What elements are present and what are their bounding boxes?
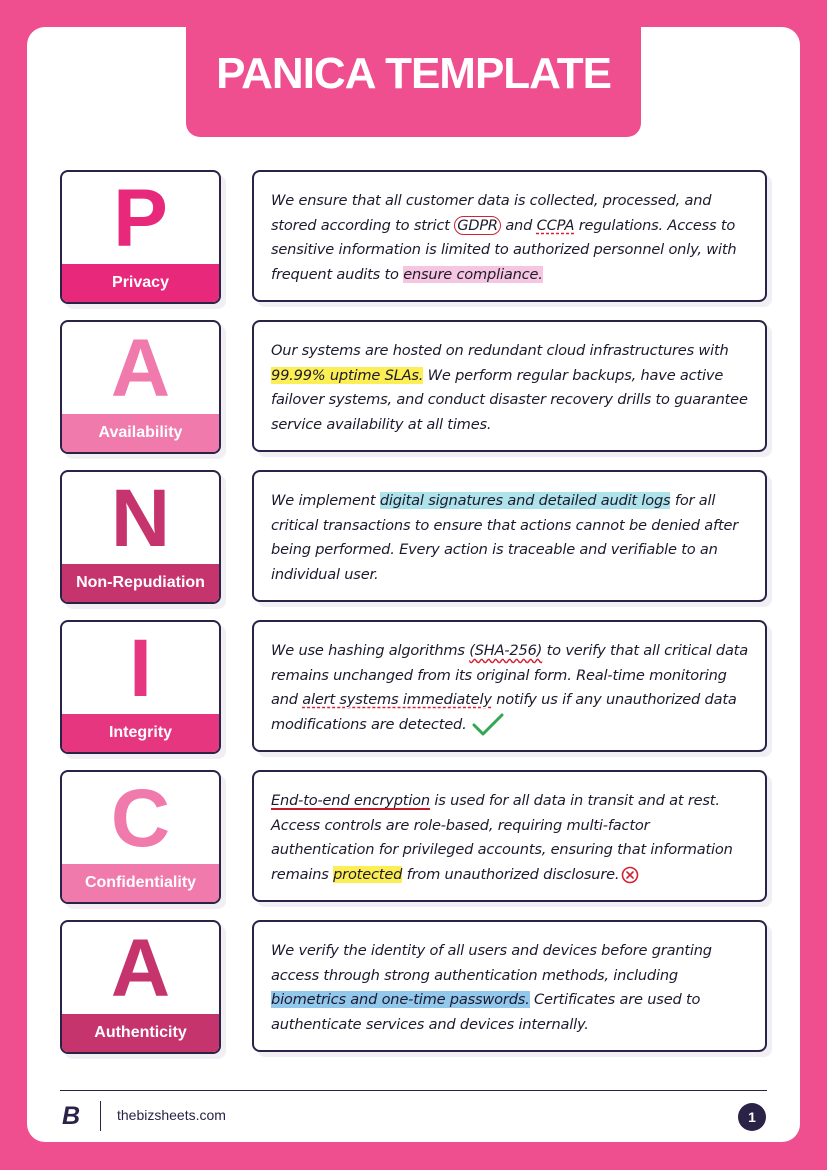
description-integrity: We use hashing algorithms (SHA-256) to verify that all critical data remains unchanged from its original form. Real-time monitoring and alert systems immediately notify us if any unauthorized data modifications are detected. [271, 639, 756, 737]
row-availability [60, 320, 767, 452]
letter-box-authenticity [60, 920, 221, 1054]
letter-box-confidentiality [60, 770, 221, 904]
letter-box-privacy [60, 170, 221, 304]
row-authenticity [60, 920, 767, 1052]
x-circle-icon [621, 866, 639, 884]
description-confidentiality: End-to-end encryption is used for all data in transit and at rest. Access controls are role-based, requiring multi-factor authentication for privileged accounts, ensuring that information remains protected from unauthorized disclosure. [271, 792, 733, 883]
footer-separator [100, 1101, 101, 1131]
biometrics-highlight: biometrics and one-time passwords. [271, 991, 530, 1008]
letter-box-availability [60, 320, 221, 454]
letter-c: C [110, 773, 171, 864]
letter-a: A [110, 323, 171, 414]
description-privacy: We ensure that all customer data is collected, processed, and stored according to strict GDPR and CCPA regulations. Access to sensitive information is limited to authorized personnel only, with frequent audits to ensure compliance. [271, 192, 737, 283]
description-authenticity: We verify the identity of all users and devices before granting access through strong authentication methods, including biometrics and one-time passwords. Certificates are used to authenticate services and devices internally. [271, 942, 712, 1033]
footer-url[interactable]: thebizsheets.com [117, 1107, 226, 1123]
description-non-repudiation: We implement digital signatures and detailed audit logs for all critical transactions to ensure that actions cannot be denied after being performed. Every action is traceable and verifiable to an individual user. [271, 492, 739, 583]
gdpr-annotation: GDPR [454, 216, 501, 235]
text-box-availability [252, 320, 767, 452]
label-integrity: Integrity [62, 714, 219, 752]
sla-highlight: 99.99% uptime SLAs. [271, 366, 424, 384]
text-box-privacy [252, 170, 767, 302]
letter-box-non-repudiation [60, 470, 221, 604]
protected-highlight: protected [333, 865, 403, 883]
ccpa-annotation: CCPA [536, 216, 575, 234]
alert-annotation: alert systems immediately [302, 691, 492, 708]
label-non-repudiation: Non-Repudiation [62, 564, 219, 602]
encryption-annotation: End-to-end encryption [271, 792, 430, 809]
label-confidentiality: Confidentiality [62, 864, 219, 902]
text-box-non-repudiation [252, 470, 767, 602]
page-number: 1 [738, 1103, 766, 1131]
label-availability: Availability [62, 414, 219, 452]
svg-text:B: B [62, 1102, 81, 1128]
row-confidentiality [60, 770, 767, 902]
label-privacy: Privacy [62, 264, 219, 302]
text-box-integrity [252, 620, 767, 752]
row-non-repudiation [60, 470, 767, 602]
letter-p: P [113, 173, 168, 264]
compliance-highlight: ensure compliance. [403, 265, 543, 283]
bizsheets-logo-icon [60, 1102, 86, 1128]
letter-a-2: A [110, 923, 171, 1014]
page-title: PANICA TEMPLATE [216, 49, 611, 98]
sha-annotation: (SHA-256) [469, 642, 543, 659]
label-authenticity: Authenticity [62, 1014, 219, 1052]
text-box-authenticity [252, 920, 767, 1052]
text-box-confidentiality [252, 770, 767, 902]
title-banner [186, 27, 641, 137]
row-privacy [60, 170, 767, 302]
footer-divider [60, 1090, 767, 1091]
letter-box-integrity [60, 620, 221, 754]
row-integrity [60, 620, 767, 752]
letter-n: N [110, 473, 171, 564]
signatures-highlight: digital signatures and detailed audit logs [379, 492, 671, 509]
description-availability: Our systems are hosted on redundant cloud infrastructures with 99.99% uptime SLAs. We perform regular backups, have active failover systems, and conduct disaster recovery drills to guarantee service availability at all times. [271, 342, 748, 433]
letter-i: I [129, 623, 152, 714]
check-icon [471, 713, 505, 737]
